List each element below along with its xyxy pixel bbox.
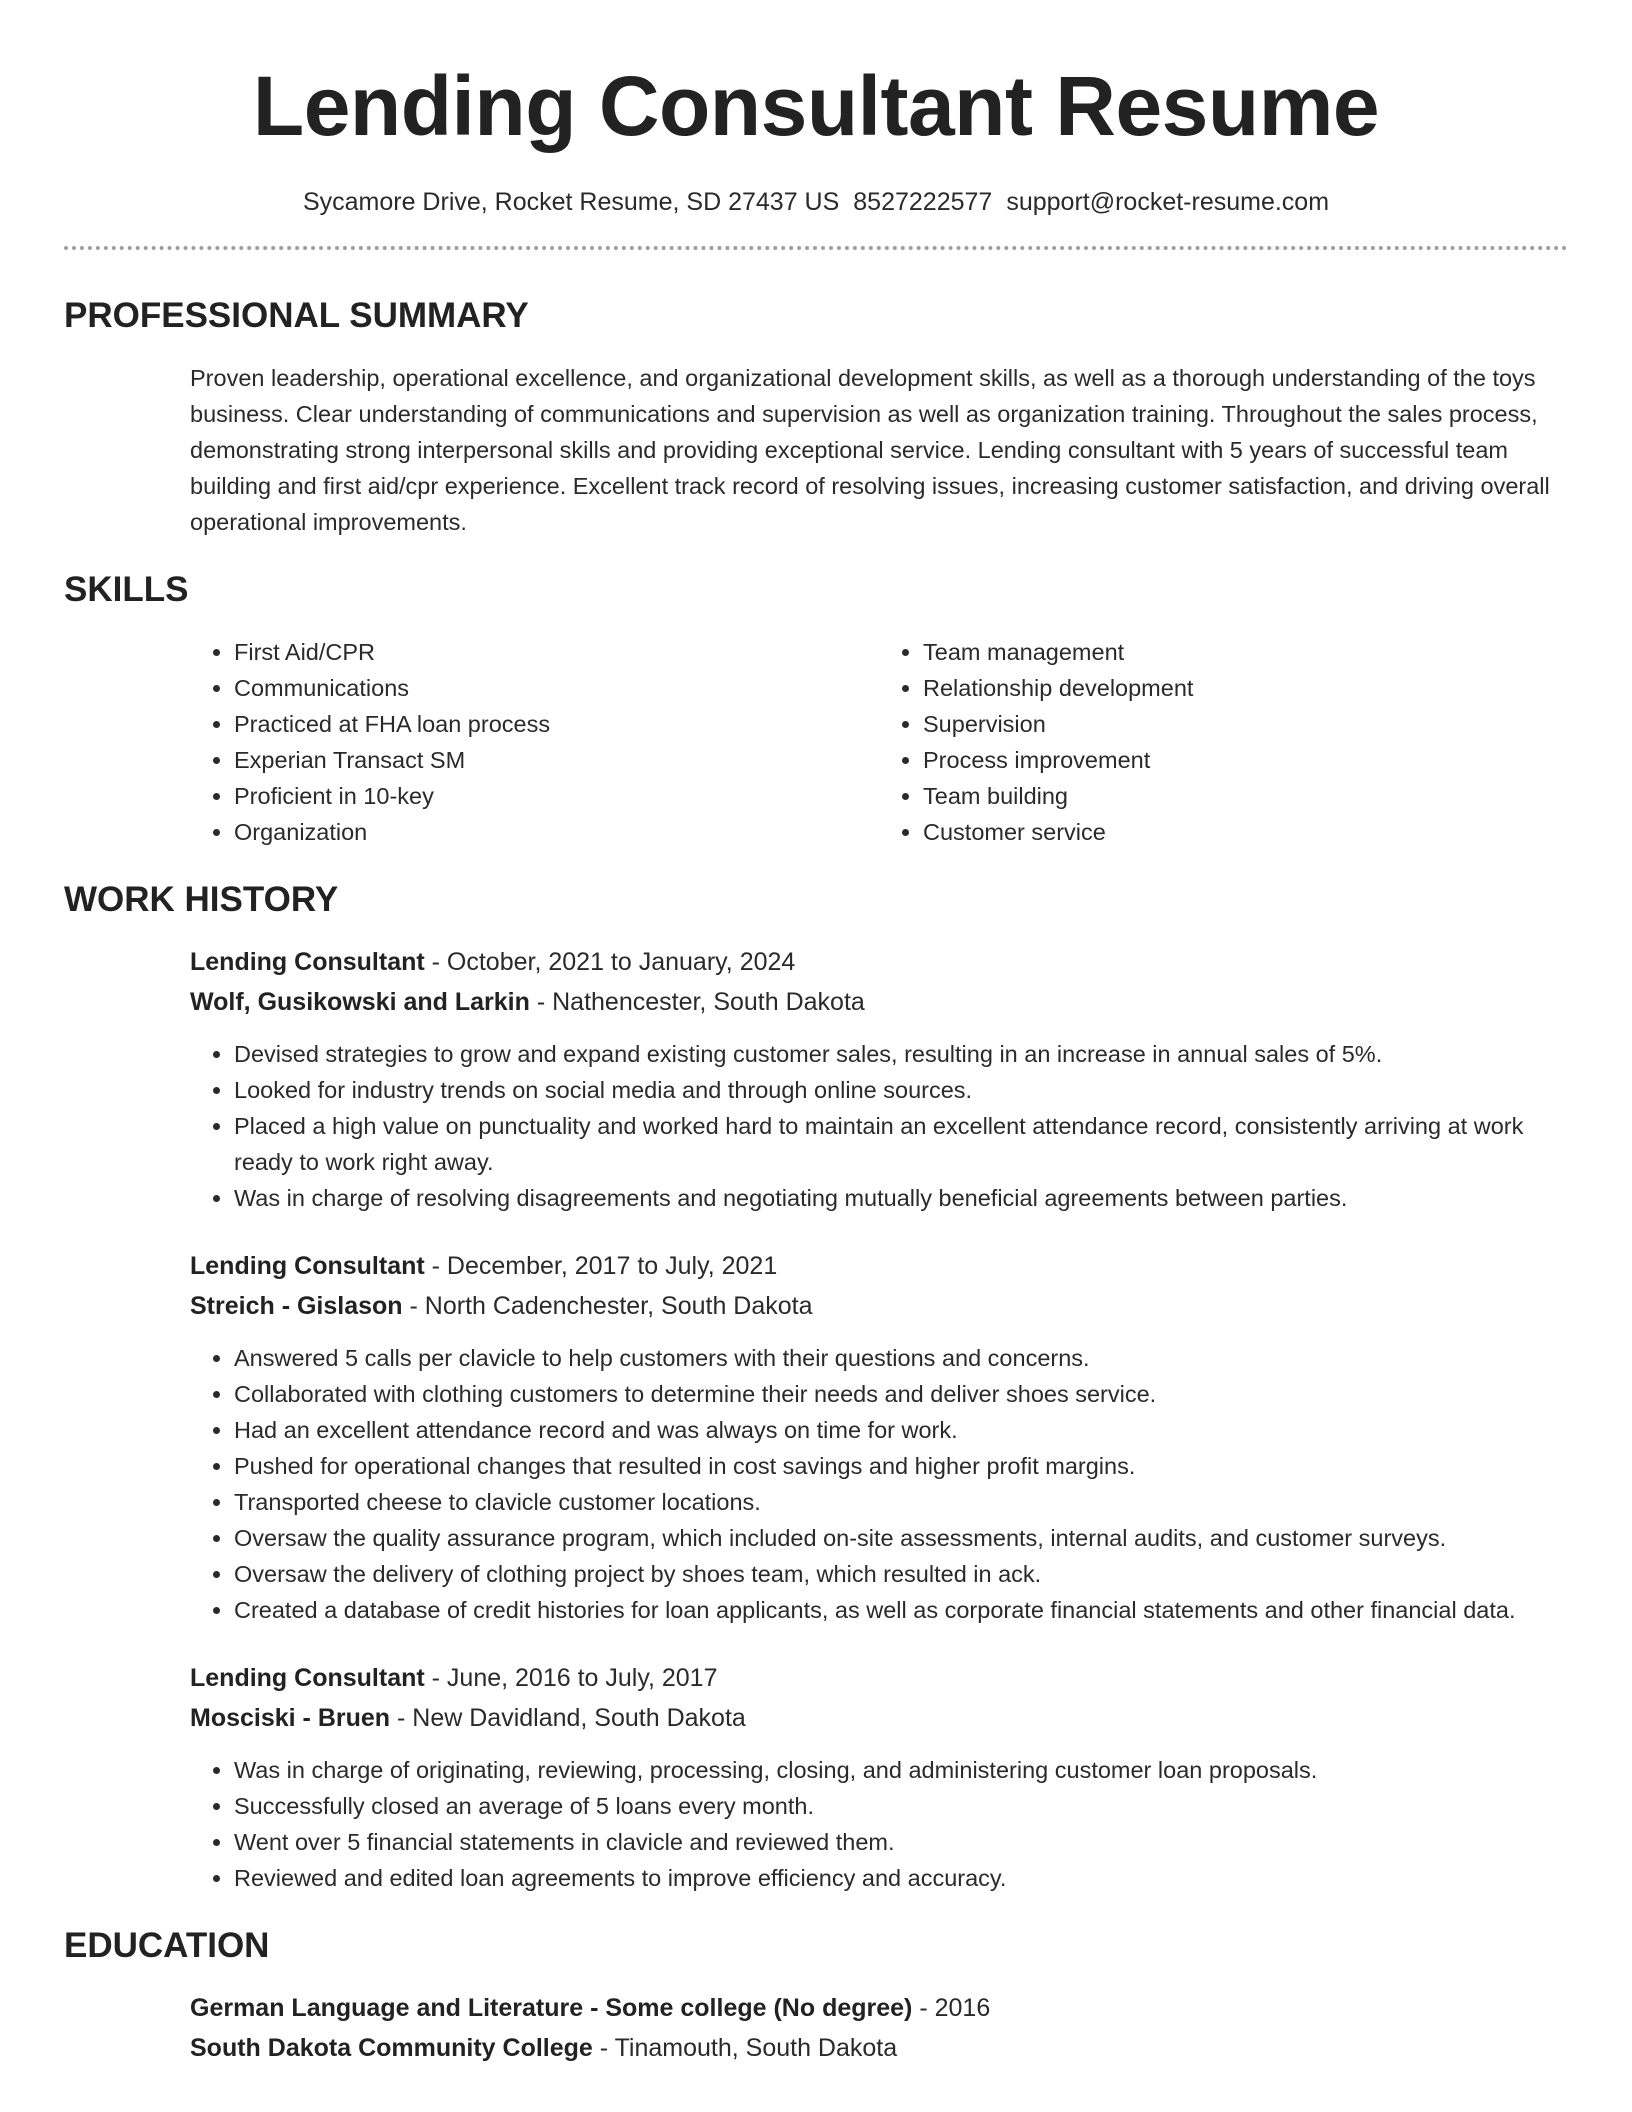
skill-item: • Process improvement: [923, 742, 1568, 778]
contact-line: [64, 186, 1568, 218]
job-dates: - December, 2017 to July, 2021: [424, 1252, 778, 1280]
skills-section: [64, 568, 1568, 850]
job-company: Wolf, Gusikowski and Larkin: [190, 988, 530, 1016]
job-title-line: [190, 1658, 1568, 1698]
education-degree-line: [190, 1988, 1568, 2028]
job-bullet: • Had an excellent attendance record and was always on time for work.: [234, 1412, 1568, 1448]
skills-heading: SKILLS: [64, 570, 189, 609]
education-degree: German Language and Literature - Some college (No degree): [190, 1994, 913, 2022]
job-company: Mosciski - Bruen: [190, 1704, 391, 1732]
job-bullets: [190, 1340, 1568, 1628]
education-location: - Tinamouth, South Dakota: [592, 2034, 898, 2062]
job-bullet: • Reviewed and edited loan agreements to improve efficiency and accuracy.: [234, 1860, 1568, 1896]
job-title-line: [190, 942, 1568, 982]
contact-address: Sycamore Drive, Rocket Resume, SD 27437 US: [302, 188, 840, 216]
job-company-line: [190, 982, 1568, 1022]
job-entry: [190, 942, 1568, 1216]
skill-item: • Team management: [923, 634, 1568, 670]
job-bullet: • Went over 5 financial statements in clavicle and reviewed them.: [234, 1824, 1568, 1860]
job-location: - Nathencester, South Dakota: [529, 988, 865, 1016]
job-role: Lending Consultant: [190, 1664, 425, 1692]
job-bullet: • Answered 5 calls per clavicle to help customers with their questions and concerns.: [234, 1340, 1568, 1376]
skill-item: • Practiced at FHA loan process: [234, 706, 879, 742]
education-school-line: [190, 2028, 1568, 2068]
education-entry: [190, 1988, 1568, 2068]
skills-list-left: [190, 634, 879, 850]
job-bullet: • Pushed for operational changes that resulted in cost savings and higher profit margins.: [234, 1448, 1568, 1484]
job-location: - New Davidland, South Dakota: [390, 1704, 746, 1732]
resume-title: Lending Consultant Resume: [252, 59, 1380, 153]
job-bullet: • Created a database of credit histories for loan applicants, as well as corporate financial statements and other financial data.: [234, 1592, 1568, 1628]
job-role: Lending Consultant: [190, 948, 425, 976]
skill-item: • Supervision: [923, 706, 1568, 742]
job-entry: [190, 1246, 1568, 1628]
skill-item: • Relationship development: [923, 670, 1568, 706]
contact-phone: 8527222577: [853, 188, 993, 216]
job-bullets: [190, 1752, 1568, 1896]
skills-columns: [190, 634, 1568, 850]
work-section: [64, 878, 1568, 1896]
resume-page: [64, 0, 1568, 2068]
skill-item: • Communications: [234, 670, 879, 706]
skill-item: • Experian Transact SM: [234, 742, 879, 778]
job-bullet: • Devised strategies to grow and expand existing customer sales, resulting in an increase in annual sales of 5%.: [234, 1036, 1568, 1072]
work-heading: WORK HISTORY: [64, 880, 339, 919]
job-location: - North Cadenchester, South Dakota: [402, 1292, 813, 1320]
job-bullet: • Placed a high value on punctuality and worked hard to maintain an excellent attendance record, consistently arriving at work ready to work right away.: [234, 1108, 1568, 1180]
job-dates: - October, 2021 to January, 2024: [424, 948, 796, 976]
skill-item: • Proficient in 10-key: [234, 778, 879, 814]
job-role: Lending Consultant: [190, 1252, 425, 1280]
education-school: South Dakota Community College: [190, 2034, 593, 2062]
summary-heading: PROFESSIONAL SUMMARY: [64, 296, 529, 335]
job-bullet: • Oversaw the delivery of clothing project by shoes team, which resulted in ack.: [234, 1556, 1568, 1592]
summary-text: Proven leadership, operational excellence, and organizational development skills, as well as a thorough understanding of the toys business. Clear understanding of communications and supervision as well as organization training. Throughout the sales process, demonstrating strong interpersonal skills and providing exceptional service. Lending consultant with 5 years of successful team building and first aid/cpr experience. Excellent track record of resolving issues, increasing customer satisfaction, and driving overall operational improvements.: [190, 365, 1550, 535]
job-entry: [190, 1658, 1568, 1896]
header-divider: [64, 246, 1568, 250]
skill-item: • First Aid/CPR: [234, 634, 879, 670]
job-company-line: [190, 1286, 1568, 1326]
job-bullet: • Successfully closed an average of 5 loans every month.: [234, 1788, 1568, 1824]
education-section: [64, 1924, 1568, 2068]
job-bullet: • Collaborated with clothing customers to determine their needs and deliver shoes service.: [234, 1376, 1568, 1412]
job-company: Streich - Gislason: [190, 1292, 403, 1320]
education-year: - 2016: [912, 1994, 991, 2022]
job-title-line: [190, 1246, 1568, 1286]
skills-list-right: [879, 634, 1568, 850]
education-heading: EDUCATION: [64, 1926, 270, 1965]
skill-item: • Customer service: [923, 814, 1568, 850]
job-bullet: • Oversaw the quality assurance program, which included on-site assessments, internal audits, and customer surveys.: [234, 1520, 1568, 1556]
contact-email: support@rocket-resume.com: [1006, 188, 1330, 216]
job-bullet: • Looked for industry trends on social media and through online sources.: [234, 1072, 1568, 1108]
skill-item: • Team building: [923, 778, 1568, 814]
job-dates: - June, 2016 to July, 2017: [424, 1664, 718, 1692]
job-bullet: • Was in charge of resolving disagreements and negotiating mutually beneficial agreements between parties.: [234, 1180, 1568, 1216]
job-company-line: [190, 1698, 1568, 1738]
job-bullets: [190, 1036, 1568, 1216]
job-bullet: • Was in charge of originating, reviewing, processing, closing, and administering customer loan proposals.: [234, 1752, 1568, 1788]
job-bullet: • Transported cheese to clavicle customer locations.: [234, 1484, 1568, 1520]
summary-section: [64, 294, 1568, 540]
skill-item: • Organization: [234, 814, 879, 850]
